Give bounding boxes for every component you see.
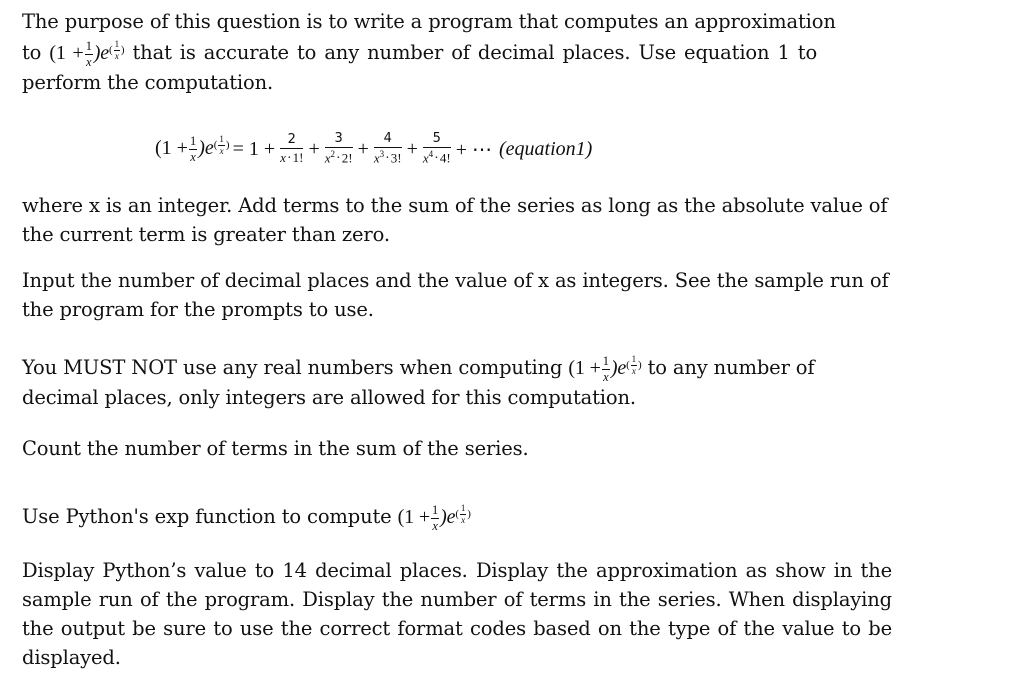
- intro-line-3: perform the computation.: [22, 71, 274, 95]
- series-term-2: $\frac{3}{x^2\cdot 2!}$: [324, 131, 353, 167]
- ellipsis: + ⋯: [455, 138, 492, 161]
- count-terms-paragraph: Count the number of terms in the sum of the series.: [22, 437, 529, 460]
- series-term-4: $\frac{5}{x^4\cdot 4!}$: [422, 131, 451, 167]
- integer-rule-line-2: decimal places, only integers are allowed for this computation.: [22, 386, 636, 410]
- intro-line-1: The purpose of this question is to write a program that computes an approximation: [22, 10, 836, 33]
- python-exp-paragraph: Use Python's exp function to compute (1 + $\frac{1}{x}$ )e( $\frac{1}{x}$ ): [22, 502, 471, 533]
- integer-rule-line-1: You MUST NOT use any real numbers when computing (1 + $\frac{1}{x}$ )e( $\frac{1}{x}$ ) to any number of: [22, 353, 815, 384]
- display-paragraph: Display Python’s value to 14 decimal places. Display the approximation as show in the sample run of the program. Display the number of terms in the series. When displaying the output be sure to use the correct format codes based on the type of the value to be displayed.: [22, 559, 892, 669]
- expression: (1 + $\frac{1}{x}$ )e( $\frac{1}{x}$ ): [568, 353, 642, 384]
- equals-one-plus: = 1 +: [232, 137, 276, 160]
- equation-label: (equation1): [498, 137, 593, 160]
- input-paragraph: Input the number of decimal places and the value of x as integers. See the sample run of the program for the prompts to use.: [22, 269, 889, 321]
- series-term-1: $\frac{2}{x\cdot 1!}$: [280, 131, 304, 166]
- series-term-3: $\frac{4}{x^3\cdot 3!}$: [373, 131, 402, 167]
- condition-paragraph: where x is an integer. Add terms to the sum of the series as long as the absolute value of the current term is greater than zero.: [22, 194, 888, 246]
- intro-line-2: to (1 + $\frac{1}{x}$ )e( $\frac{1}{x}$ ) that is accurate to any number of decimal places. Use equation 1 to: [22, 38, 818, 69]
- equation-1: (1 + $\frac{1}{x}$ )e( $\frac{1}{x}$ ) = 1 + $\frac{2}{x\cdot 1!}$ + $\frac{3}{x^2\cdot 2!}$ + $\frac{4}{x^3\cdot 3!}$ + $\frac{5}{x^4\cdot 4!}$ + ⋯ (equation1): [155, 131, 593, 167]
- equation-lhs: (1 + $\frac{1}{x}$ )e( $\frac{1}{x}$ ): [155, 133, 230, 164]
- expression: (1 + $\frac{1}{x}$ )e( $\frac{1}{x}$ ): [397, 502, 471, 533]
- intro-paragraph: [22, 7, 892, 97]
- integer-rule-paragraph: [22, 351, 892, 412]
- expression: (1 + $\frac{1}{x}$ )e( $\frac{1}{x}$ ): [49, 38, 125, 69]
